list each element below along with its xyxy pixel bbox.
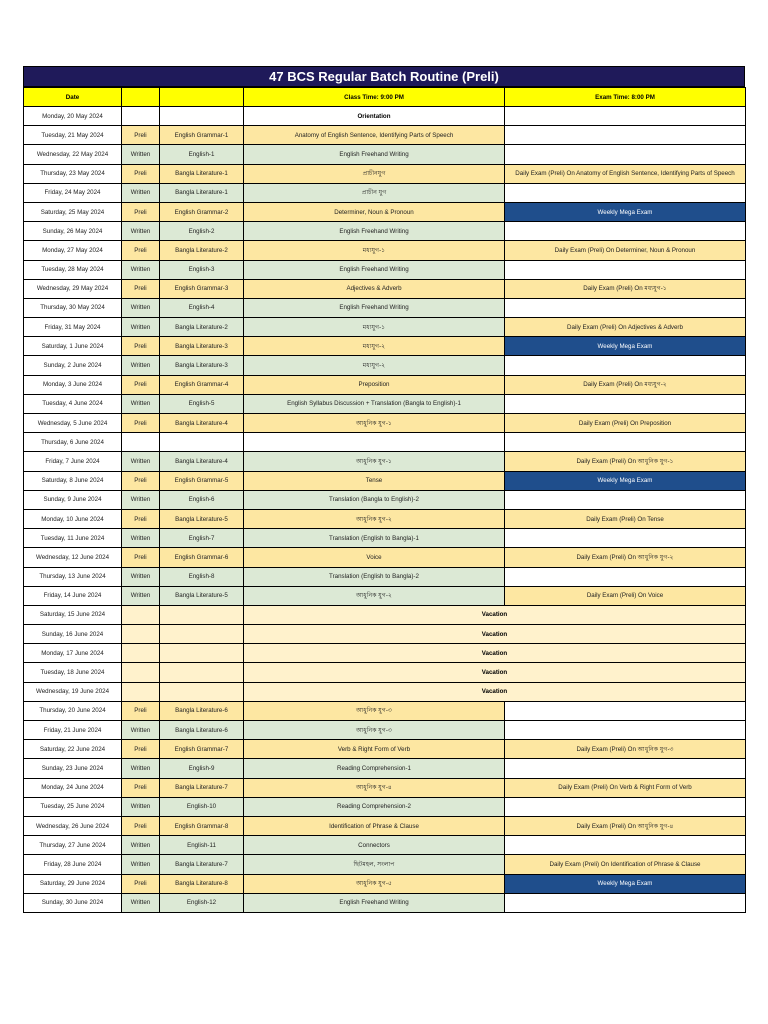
exam-cell [505, 222, 746, 241]
exam-cell: Weekly Mega Exam [505, 471, 746, 490]
topic-cell: Determiner, Noun & Pronoun [244, 202, 505, 221]
type-cell: Preli [122, 279, 160, 298]
table-row [24, 855, 746, 874]
subject-cell: English Grammar-6 [160, 548, 244, 567]
date-cell: Thursday, 13 June 2024 [24, 567, 122, 586]
topic-cell: English Syllabus Discussion + Translation (Bangla to English)-1 [244, 394, 505, 413]
date-cell: Tuesday, 21 May 2024 [24, 126, 122, 145]
subject-cell: English-2 [160, 222, 244, 241]
date-cell: Monday, 27 May 2024 [24, 241, 122, 260]
topic-cell: মধ্যযুগ-২ [244, 356, 505, 375]
exam-cell [505, 701, 746, 720]
date-cell: Wednesday, 29 May 2024 [24, 279, 122, 298]
date-cell: Friday, 7 June 2024 [24, 452, 122, 471]
exam-cell [505, 298, 746, 317]
subject-cell: Bangla Literature-7 [160, 855, 244, 874]
table-row [24, 183, 746, 202]
date-cell: Monday, 10 June 2024 [24, 509, 122, 528]
date-cell: Saturday, 22 June 2024 [24, 740, 122, 759]
table-row [24, 126, 746, 145]
type-cell: Preli [122, 471, 160, 490]
type-cell: Preli [122, 164, 160, 183]
exam-cell: Daily Exam (Preli) On Determiner, Noun & Pronoun [505, 241, 746, 260]
date-cell: Tuesday, 25 June 2024 [24, 797, 122, 816]
date-cell: Sunday, 26 May 2024 [24, 222, 122, 241]
topic-cell: Verb & Right Form of Verb [244, 740, 505, 759]
date-cell: Friday, 14 June 2024 [24, 586, 122, 605]
topic-cell: Anatomy of English Sentence, Identifying Parts of Speech [244, 126, 505, 145]
table-row [24, 318, 746, 337]
topic-cell: প্রাচীনযুগ [244, 164, 505, 183]
type-cell: Written [122, 490, 160, 509]
table-row [24, 433, 746, 452]
subject-cell: English-7 [160, 529, 244, 548]
table-row [24, 375, 746, 394]
topic-cell: English Freehand Writing [244, 260, 505, 279]
type-cell: Preli [122, 816, 160, 835]
date-cell: Tuesday, 18 June 2024 [24, 663, 122, 682]
table-row [24, 394, 746, 413]
table-row [24, 778, 746, 797]
routine-table [23, 87, 746, 913]
date-cell: Friday, 24 May 2024 [24, 183, 122, 202]
topic-cell: Translation (Bangla to English)-2 [244, 490, 505, 509]
table-row [24, 509, 746, 528]
table-row [24, 605, 746, 624]
table-row [24, 356, 746, 375]
topic-cell: আধুনিক যুগ-১ [244, 414, 505, 433]
subject-cell: Bangla Literature-8 [160, 874, 244, 893]
topic-cell: Preposition [244, 375, 505, 394]
date-cell: Friday, 31 May 2024 [24, 318, 122, 337]
table-row [24, 529, 746, 548]
topic-cell: মধ্যযুগ-১ [244, 241, 505, 260]
date-cell: Monday, 24 June 2024 [24, 778, 122, 797]
type-cell: Preli [122, 874, 160, 893]
date-cell: Saturday, 29 June 2024 [24, 874, 122, 893]
table-row [24, 107, 746, 126]
table-row [24, 893, 746, 912]
date-cell: Wednesday, 26 June 2024 [24, 816, 122, 835]
date-cell: Tuesday, 4 June 2024 [24, 394, 122, 413]
subject-cell: English Grammar-8 [160, 816, 244, 835]
table-row [24, 164, 746, 183]
vacation-cell: Vacation [244, 625, 746, 644]
table-row [24, 279, 746, 298]
exam-cell: Weekly Mega Exam [505, 337, 746, 356]
table-row [24, 490, 746, 509]
header-type [122, 88, 160, 107]
topic-cell: মধ্যযুগ-১ [244, 318, 505, 337]
date-cell: Saturday, 15 June 2024 [24, 605, 122, 624]
table-row [24, 663, 746, 682]
topic-cell: Translation (English to Bangla)-1 [244, 529, 505, 548]
subject-cell: English Grammar-4 [160, 375, 244, 394]
topic-cell: Connectors [244, 836, 505, 855]
table-row [24, 241, 746, 260]
date-cell: Monday, 17 June 2024 [24, 644, 122, 663]
type-cell: Preli [122, 778, 160, 797]
type-cell [122, 682, 160, 701]
type-cell: Written [122, 721, 160, 740]
type-cell: Written [122, 855, 160, 874]
date-cell: Thursday, 27 June 2024 [24, 836, 122, 855]
header-date: Date [24, 88, 122, 107]
exam-cell: Daily Exam (Preli) On আধুনিক যুগ-৩ [505, 740, 746, 759]
table-row [24, 644, 746, 663]
table-row [24, 452, 746, 471]
type-cell [122, 605, 160, 624]
table-row [24, 625, 746, 644]
subject-cell: English-11 [160, 836, 244, 855]
table-row [24, 586, 746, 605]
type-cell [122, 107, 160, 126]
exam-cell [505, 529, 746, 548]
type-cell: Preli [122, 509, 160, 528]
exam-cell [505, 107, 746, 126]
subject-cell: English-9 [160, 759, 244, 778]
vacation-cell: Vacation [244, 605, 746, 624]
vacation-cell: Vacation [244, 644, 746, 663]
vacation-cell: Vacation [244, 682, 746, 701]
date-cell: Thursday, 6 June 2024 [24, 433, 122, 452]
table-row [24, 759, 746, 778]
topic-cell: আধুনিক যুগ-৪ [244, 778, 505, 797]
topic-cell: আধুনিক যুগ-৩ [244, 701, 505, 720]
exam-cell [505, 836, 746, 855]
subject-cell: English Grammar-1 [160, 126, 244, 145]
exam-cell [505, 567, 746, 586]
topic-cell: প্রাচীন যুগ [244, 183, 505, 202]
table-row [24, 471, 746, 490]
table-row [24, 874, 746, 893]
topic-cell: আধুনিক যুগ-৩ [244, 721, 505, 740]
subject-cell: English-12 [160, 893, 244, 912]
subject-cell: English-1 [160, 145, 244, 164]
subject-cell: Bangla Literature-5 [160, 586, 244, 605]
exam-cell [505, 183, 746, 202]
exam-cell: Weekly Mega Exam [505, 874, 746, 893]
exam-cell [505, 260, 746, 279]
date-cell: Friday, 21 June 2024 [24, 721, 122, 740]
date-cell: Thursday, 20 June 2024 [24, 701, 122, 720]
topic-cell: Tense [244, 471, 505, 490]
exam-cell [505, 759, 746, 778]
exam-cell [505, 721, 746, 740]
table-row [24, 836, 746, 855]
type-cell [122, 663, 160, 682]
exam-cell [505, 356, 746, 375]
type-cell [122, 644, 160, 663]
topic-cell: English Freehand Writing [244, 893, 505, 912]
topic-cell: English Freehand Writing [244, 298, 505, 317]
date-cell: Sunday, 23 June 2024 [24, 759, 122, 778]
table-row [24, 797, 746, 816]
table-row [24, 701, 746, 720]
table-row [24, 202, 746, 221]
header-subject [160, 88, 244, 107]
table-row [24, 816, 746, 835]
subject-cell: Bangla Literature-4 [160, 414, 244, 433]
date-cell: Thursday, 23 May 2024 [24, 164, 122, 183]
header-row [24, 88, 746, 107]
date-cell: Sunday, 2 June 2024 [24, 356, 122, 375]
type-cell [122, 625, 160, 644]
date-cell: Friday, 28 June 2024 [24, 855, 122, 874]
type-cell: Preli [122, 202, 160, 221]
subject-cell: English Grammar-7 [160, 740, 244, 759]
exam-cell: Daily Exam (Preli) On আধুনিক যুগ-২ [505, 548, 746, 567]
subject-cell: English Grammar-5 [160, 471, 244, 490]
exam-cell [505, 145, 746, 164]
type-cell: Written [122, 893, 160, 912]
exam-cell: Daily Exam (Preli) On আধুনিক যুগ-৪ [505, 816, 746, 835]
exam-cell [505, 433, 746, 452]
date-cell: Wednesday, 22 May 2024 [24, 145, 122, 164]
type-cell: Written [122, 145, 160, 164]
topic-cell: আধুনিক যুগ-২ [244, 586, 505, 605]
type-cell: Preli [122, 126, 160, 145]
date-cell: Tuesday, 11 June 2024 [24, 529, 122, 548]
topic-cell: Orientation [244, 107, 505, 126]
type-cell: Written [122, 183, 160, 202]
date-cell: Saturday, 8 June 2024 [24, 471, 122, 490]
routine-sheet [23, 66, 745, 913]
table-row [24, 337, 746, 356]
subject-cell: Bangla Literature-2 [160, 318, 244, 337]
topic-cell: আধুনিক যুগ-২ [244, 509, 505, 528]
exam-cell: Daily Exam (Preli) On Anatomy of English Sentence, Identifying Parts of Speech [505, 164, 746, 183]
table-row [24, 721, 746, 740]
table-row [24, 567, 746, 586]
topic-cell: Identification of Phrase & Clause [244, 816, 505, 835]
table-row [24, 682, 746, 701]
type-cell: Written [122, 759, 160, 778]
exam-cell [505, 394, 746, 413]
exam-cell: Daily Exam (Preli) On Preposition [505, 414, 746, 433]
type-cell: Written [122, 797, 160, 816]
type-cell: Written [122, 260, 160, 279]
subject-cell [160, 625, 244, 644]
subject-cell: Bangla Literature-4 [160, 452, 244, 471]
type-cell: Preli [122, 241, 160, 260]
subject-cell: Bangla Literature-5 [160, 509, 244, 528]
topic-cell: Voice [244, 548, 505, 567]
subject-cell [160, 433, 244, 452]
type-cell: Written [122, 836, 160, 855]
date-cell: Tuesday, 28 May 2024 [24, 260, 122, 279]
exam-cell: Daily Exam (Preli) On Identification of Phrase & Clause [505, 855, 746, 874]
table-row [24, 740, 746, 759]
subject-cell: English Grammar-3 [160, 279, 244, 298]
type-cell: Written [122, 356, 160, 375]
exam-cell: Daily Exam (Preli) On আধুনিক যুগ-১ [505, 452, 746, 471]
header-class-time: Class Time: 9:00 PM [244, 88, 505, 107]
table-row [24, 298, 746, 317]
type-cell: Preli [122, 701, 160, 720]
type-cell: Written [122, 222, 160, 241]
subject-cell: English-3 [160, 260, 244, 279]
date-cell: Thursday, 30 May 2024 [24, 298, 122, 317]
topic-cell [244, 433, 505, 452]
type-cell: Written [122, 298, 160, 317]
date-cell: Saturday, 25 May 2024 [24, 202, 122, 221]
subject-cell: Bangla Literature-1 [160, 183, 244, 202]
table-row [24, 414, 746, 433]
type-cell: Written [122, 452, 160, 471]
exam-cell: Daily Exam (Preli) On Voice [505, 586, 746, 605]
type-cell: Preli [122, 375, 160, 394]
exam-cell [505, 126, 746, 145]
topic-cell: English Freehand Writing [244, 222, 505, 241]
subject-cell: Bangla Literature-3 [160, 337, 244, 356]
date-cell: Wednesday, 12 June 2024 [24, 548, 122, 567]
subject-cell: Bangla Literature-6 [160, 721, 244, 740]
exam-cell: Weekly Mega Exam [505, 202, 746, 221]
subject-cell [160, 107, 244, 126]
table-row [24, 145, 746, 164]
date-cell: Monday, 3 June 2024 [24, 375, 122, 394]
date-cell: Wednesday, 5 June 2024 [24, 414, 122, 433]
type-cell: Preli [122, 414, 160, 433]
header-exam-time: Exam Time: 8:00 PM [505, 88, 746, 107]
subject-cell: Bangla Literature-6 [160, 701, 244, 720]
subject-cell: English-5 [160, 394, 244, 413]
exam-cell [505, 893, 746, 912]
date-cell: Wednesday, 19 June 2024 [24, 682, 122, 701]
exam-cell: Daily Exam (Preli) On মধ্যযুগ-১ [505, 279, 746, 298]
exam-cell: Daily Exam (Preli) On মধ্যযুগ-২ [505, 375, 746, 394]
topic-cell: মধ্যযুগ-২ [244, 337, 505, 356]
table-row [24, 548, 746, 567]
type-cell: Written [122, 529, 160, 548]
subject-cell: English-4 [160, 298, 244, 317]
exam-cell [505, 490, 746, 509]
subject-cell: Bangla Literature-1 [160, 164, 244, 183]
date-cell: Monday, 20 May 2024 [24, 107, 122, 126]
subject-cell [160, 663, 244, 682]
topic-cell: Translation (English to Bangla)-2 [244, 567, 505, 586]
exam-cell: Daily Exam (Preli) On Adjectives & Adverb [505, 318, 746, 337]
type-cell: Preli [122, 337, 160, 356]
topic-cell: Reading Comprehension-1 [244, 759, 505, 778]
exam-cell: Daily Exam (Preli) On Tense [505, 509, 746, 528]
type-cell: Written [122, 318, 160, 337]
table-row [24, 260, 746, 279]
topic-cell: Reading Comprehension-2 [244, 797, 505, 816]
date-cell: Sunday, 9 June 2024 [24, 490, 122, 509]
vacation-cell: Vacation [244, 663, 746, 682]
type-cell: Written [122, 567, 160, 586]
type-cell: Preli [122, 740, 160, 759]
subject-cell: English Grammar-2 [160, 202, 244, 221]
routine-title: 47 BCS Regular Batch Routine (Preli) [23, 66, 745, 87]
type-cell: Preli [122, 548, 160, 567]
date-cell: Sunday, 30 June 2024 [24, 893, 122, 912]
date-cell: Saturday, 1 June 2024 [24, 337, 122, 356]
routine-table-body [24, 88, 746, 913]
subject-cell: Bangla Literature-3 [160, 356, 244, 375]
type-cell [122, 433, 160, 452]
type-cell: Written [122, 586, 160, 605]
subject-cell [160, 605, 244, 624]
type-cell: Written [122, 394, 160, 413]
subject-cell [160, 682, 244, 701]
topic-cell: English Freehand Writing [244, 145, 505, 164]
subject-cell: English-6 [160, 490, 244, 509]
subject-cell: Bangla Literature-7 [160, 778, 244, 797]
subject-cell: Bangla Literature-2 [160, 241, 244, 260]
exam-cell [505, 797, 746, 816]
subject-cell: English-8 [160, 567, 244, 586]
topic-cell: ছিটমহল, সংলাপ [244, 855, 505, 874]
topic-cell: আধুনিক যুগ-১ [244, 452, 505, 471]
table-row [24, 222, 746, 241]
subject-cell: English-10 [160, 797, 244, 816]
exam-cell: Daily Exam (Preli) On Verb & Right Form of Verb [505, 778, 746, 797]
topic-cell: আধুনিক যুগ-৫ [244, 874, 505, 893]
date-cell: Sunday, 16 June 2024 [24, 625, 122, 644]
topic-cell: Adjectives & Adverb [244, 279, 505, 298]
subject-cell [160, 644, 244, 663]
